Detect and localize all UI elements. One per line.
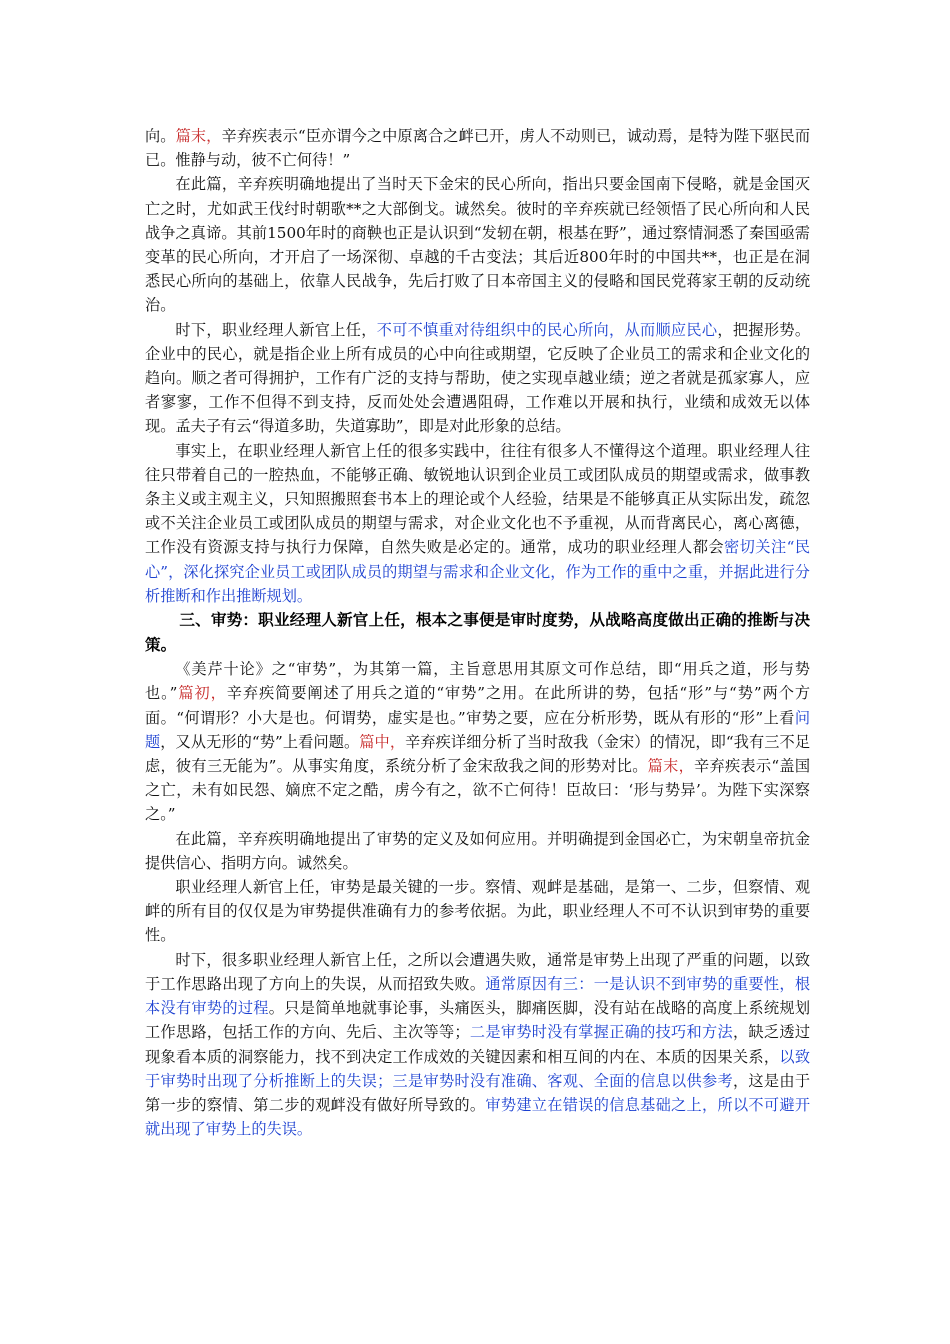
text-run-highlight-red: 篇初，	[177, 684, 227, 703]
text-run-highlight-red: 篇末，	[647, 757, 695, 776]
text-run-highlight-blue: 密切关注“民心”，深化探究企业员工或团队成员的期望与需求和企业文化，作为工作的重中之重，并据此进行分析推断和作出推断规划。	[145, 538, 811, 605]
text-run: 辛弃疾详细分析了当时敌我（金宋）的情况，即“我有三不足虑，彼有三无能为”。从事实角度，系统分析了金宋敌我之间的形势对比。	[145, 732, 811, 776]
text-run: 职业经理人新官上任，审势是最关键的一步。察情、观衅是基础，是第一、二步，但察情、观衅的所有目的仅仅是为审势提供准确有力的参考依据。为此，职业经理人不可不认识到审势的重要性。	[145, 878, 810, 945]
text-run: 事实上，在职业经理人新官上任的很多实践中，往往有很多人不懂得这个道理。职业经理人往往只带着自己的一腔热血，不能够正确、敏锐地认识到企业员工或团队成员的期望或需求，做事教条主义或主观主义，只知照搬照套书本上的理论或个人经验，结果是不能够真正从实际出发，疏忽或不关注企业员工或团队成员的期望与需求，对企业文化也不予重视，从而背离民心，离心离德，工作没有资源支持与执行力保障，自然失败是必定的。通常，成功的职业经理人都会	[145, 441, 810, 557]
text-run-highlight-red: 篇末，	[175, 127, 222, 145]
paragraph	[145, 172, 810, 317]
heading-text: 三、审势：职业经理人新官上任，根本之事便是审时度势，从战略高度做出正确的推断与决策。	[145, 611, 810, 654]
text-run: 。只是简单地就事论事，头痛医头，脚痛医脚，没有站在战略的高度上系统规划工作思路，包括工作的方向、先后、主次等等；	[145, 999, 811, 1042]
text-run-highlight-red: 篇中，	[359, 732, 406, 751]
text-run-highlight-blue: 通常原因有三：一是认识不到审势的重要性，根本没有审势的过程	[145, 974, 811, 1018]
text-run: ，这是由于第一步的察情、第二步的观衅没有做好所导致的。	[145, 1071, 811, 1114]
text-run: ，又从无形的“势”上看问题。	[160, 732, 360, 751]
text-run: 时下，职业经理人新官上任，	[175, 320, 377, 339]
text-run: 辛弃疾简要阐述了用兵之道的“审势”之用。在此所讲的势，包括“形”与“势”两个方面。“何谓形？小大是也。何谓势，虚实是也。”审势之要，应在分析形势，既从有形的“形”上看	[145, 684, 811, 727]
paragraph	[145, 875, 810, 948]
paragraph	[145, 124, 810, 172]
paragraph	[145, 827, 810, 875]
paragraph	[145, 318, 810, 439]
section-heading	[145, 608, 810, 657]
text-run: 辛弃疾表示“盖国之亡，未有如民怨、嫡庶不定之酷，虏今有之，欲不亡何待！臣故曰：‘形与势异’。为陛下实深察之。”	[145, 757, 811, 824]
paragraph	[145, 439, 810, 608]
paragraph	[145, 948, 810, 1142]
text-run: 向。	[145, 127, 176, 145]
text-run-highlight-blue: 二是审势时没有掌握正确的技巧和方法	[469, 1023, 733, 1042]
text-run: 辛弃疾表示“臣亦谓今之中原离合之衅已开，虏人不动则已，诚动焉，是特为陛下驱民而已。惟静与动，彼不亡何待！”	[145, 127, 811, 170]
text-run: 时下，很多职业经理人新官上任，之所以会遭遇失败，通常是审势上出现了严重的问题，以致于工作思路出现了方向上的失误，从而招致失败。	[145, 950, 810, 993]
text-run-highlight-blue: 问题	[145, 708, 810, 751]
text-run-highlight-blue: 以致于审势时出现了分析推断上的失误；三是审势时没有准确、客观、全面的信息以供参考	[145, 1047, 811, 1090]
text-run: ，把握形势。企业中的民心，就是指企业上所有成员的心中向往或期望，它反映了企业员工的需求和企业文化的趋向。顺之者可得拥护，工作有广泛的支持与帮助，使之实现卓越业绩；逆之者就是孤家寡人，应者寥寥，工作不但得不到支持，反而处处会遭遇阻碍，工作难以开展和执行，业绩和成效无以体现。孟夫子有云“得道多助，失道寡助”，即是对此形象的总结。	[145, 320, 811, 436]
text-run: ，缺乏透过现象看本质的洞察能力，找不到决定工作成效的关键因素和相互间的内在、本质的因果关系，	[145, 1023, 811, 1066]
text-run: 《美芹十论》之“审势”，为其第一篇，主旨意思用其原文可作总结，即“用兵之道，形与势也。”	[145, 660, 810, 703]
text-run: 在此篇，辛弃疾明确地提出了审势的定义及如何应用。并明确提到金国必亡，为宋朝皇帝抗金提供信心、指明方向。诚然矣。	[145, 829, 810, 872]
text-run: 在此篇，辛弃疾明确地提出了当时天下金宋的民心所向，指出只要金国南下侵略，就是金国灭亡之时，尤如武王伐纣时朝歌**之大部倒戈。诚然矣。彼时的辛弃疾就已经领悟了民心所向和人民战争之真谛。其前1500年时的商鞅也正是认识到“发轫在朝，根基在野”，通过察情洞悉了秦国亟需变革的民心所向，才开启了一场深彻、卓越的千古变法；其后近800年时的中国共**，也正是在洞悉民心所向的基础上，依靠人民战争，先后打败了日本帝国主义的侵略和国民党蒋家王朝的反动统治。	[145, 175, 810, 315]
text-run-highlight-blue: 审势建立在错误的信息基础之上，所以不可避开就出现了审势上的失误。	[145, 1095, 811, 1139]
paragraph	[145, 657, 810, 826]
text-run-highlight-blue: 不可不慎重对待组织中的民心所向，从而顺应民心	[376, 320, 718, 339]
